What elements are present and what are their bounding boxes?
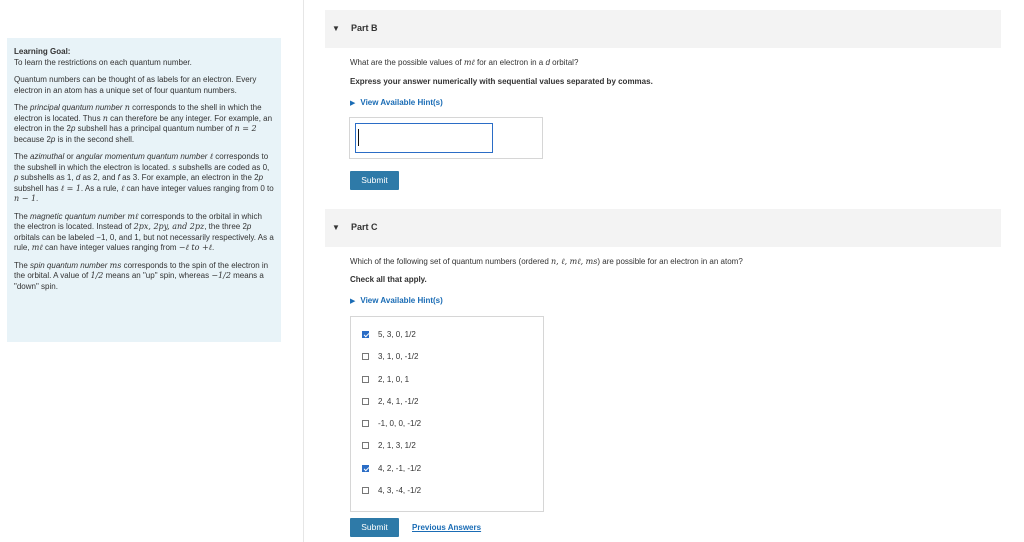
goal-text: To learn the restrictions on each quantum number. xyxy=(14,57,192,67)
azimuthal-paragraph: The azimuthal or angular momentum quantum number ℓ corresponds to the subshell in which the electron is located. s subshells are coded as 0, p subshells as 1, d as 2, and f as 3. For example, an electron in the 2p subshell has ℓ = 1. As a rule, ℓ can have integer values ranging from 0 to n − 1. xyxy=(14,152,274,203)
option-label: 2, 1, 3, 1/2 xyxy=(378,441,416,450)
checkbox[interactable] xyxy=(362,420,369,427)
part-b-title: Part B xyxy=(351,23,378,33)
option-label: 2, 4, 1, -1/2 xyxy=(378,397,419,406)
goal-title: Learning Goal: xyxy=(14,47,71,56)
option-label: 5, 3, 0, 1/2 xyxy=(378,330,416,339)
part-c-instruction: Check all that apply. xyxy=(350,275,427,284)
expand-triangle-icon: ▶ xyxy=(350,100,356,107)
option-label: 4, 3, -4, -1/2 xyxy=(378,486,422,495)
spin-paragraph: The spin quantum number ms corresponds to the spin of the electron in the orbital. A value of 1/2 means an "up" spin, whereas −1/2 means a "down" spin. xyxy=(14,260,269,291)
part-b-hint-link[interactable]: ▶ View Available Hint(s) xyxy=(350,98,443,107)
checkbox[interactable] xyxy=(362,376,369,383)
part-b-instruction: Express your answer numerically with sequential values separated by commas. xyxy=(350,77,653,86)
text-cursor xyxy=(358,129,359,146)
part-b-header[interactable] xyxy=(325,10,1001,48)
part-c-question: Which of the following set of quantum numbers (ordered n, ℓ, mℓ, ms) are possible for an electron in an atom? xyxy=(350,257,743,266)
option-label: 3, 1, 0, -1/2 xyxy=(378,352,419,361)
option-label: 4, 2, -1, -1/2 xyxy=(378,464,422,473)
collapse-caret-icon[interactable]: ▼ xyxy=(332,223,340,232)
part-c-submit-button[interactable]: Submit xyxy=(350,518,399,537)
collapse-caret-icon[interactable]: ▼ xyxy=(332,24,340,33)
expand-triangle-icon: ▶ xyxy=(350,298,356,305)
column-divider xyxy=(303,0,304,542)
part-c-hint-link[interactable]: ▶ View Available Hint(s) xyxy=(350,296,443,305)
part-c-title: Part C xyxy=(351,222,378,232)
part-c-header[interactable] xyxy=(325,209,1001,247)
checkbox[interactable] xyxy=(362,353,369,360)
checkbox[interactable] xyxy=(362,487,369,494)
principal-paragraph: The principal quantum number n corresponds to the shell in which the electron is located. Thus n can therefore be any integer. For example, an electron in the 2p subshell has a principal quantum number of n = 2 because 2p is in the second shell. xyxy=(14,103,273,144)
learning-goal-panel xyxy=(7,38,281,342)
checkbox[interactable] xyxy=(362,331,369,338)
checkbox[interactable] xyxy=(362,398,369,405)
options-container xyxy=(350,316,544,512)
magnetic-paragraph: The magnetic quantum number mℓ corresponds to the orbital in which the electron is located. Instead of 2px, 2py, and 2pz, the three 2p orbitals can be labeled −1, 0, and 1, but not necessarily respectively. As a rule, mℓ can have integer values ranging from −ℓ to +ℓ. xyxy=(14,211,274,252)
option-label: 2, 1, 0, 1 xyxy=(378,375,410,384)
answer-input[interactable] xyxy=(355,123,493,153)
intro-paragraph: Quantum numbers can be thought of as labels for an electron. Every electron in an atom has a unique set of four quantum numbers. xyxy=(14,75,257,95)
option-label: -1, 0, 0, -1/2 xyxy=(378,419,422,428)
part-b-submit-button[interactable]: Submit xyxy=(350,171,399,190)
checkbox[interactable] xyxy=(362,465,369,472)
checkbox[interactable] xyxy=(362,442,369,449)
previous-answers-link[interactable]: Previous Answers xyxy=(412,523,482,532)
part-b-question: What are the possible values of mℓ for an electron in a d orbital? xyxy=(350,58,579,67)
